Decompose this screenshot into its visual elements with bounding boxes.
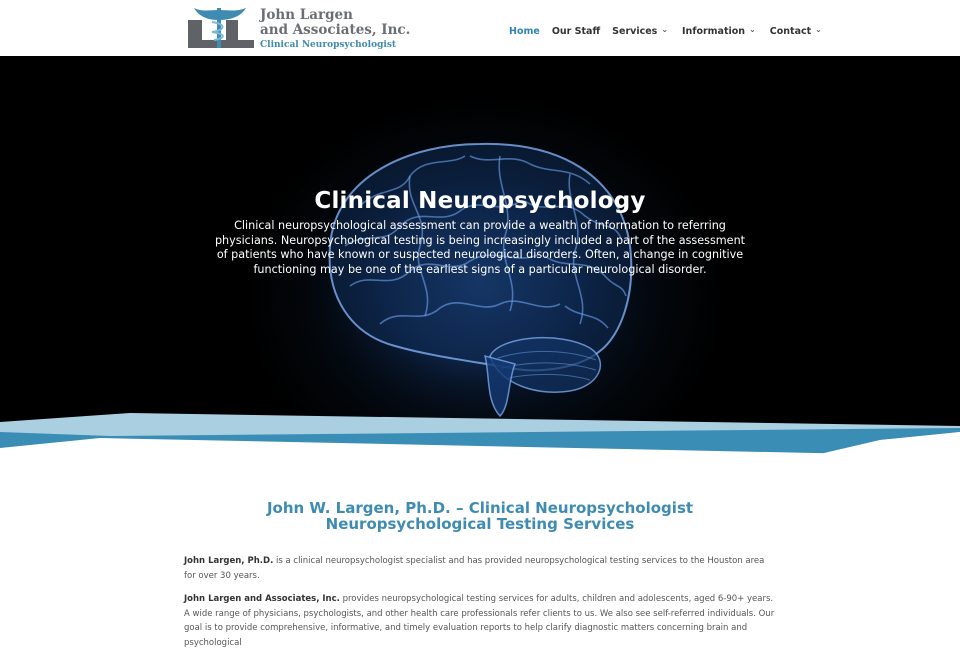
bold-company: John Largen and Associates, Inc. bbox=[184, 594, 340, 604]
wave-divider bbox=[0, 56, 960, 454]
chevron-down-icon: ⌄ bbox=[661, 25, 669, 34]
nav-label: Services bbox=[612, 25, 658, 37]
nav-label: Information bbox=[682, 25, 746, 37]
hero-title: Clinical Neuropsychology bbox=[314, 188, 646, 214]
main-nav bbox=[509, 24, 822, 38]
nav-item-information[interactable] bbox=[682, 24, 756, 38]
logo-tagline: Clinical Neuropsychologist bbox=[260, 40, 397, 50]
paragraph-text: provides neuropsychological testing services for adults, children and adolescents, aged 6-90+ years. A wide range of physicians, psychologists, and other health care professionals refer clients to us. We also see self-referred individuals. Our goal is to provide comprehensive, informative, and timely evaluation reports to help clarify diagnostic matters concerning brain and psychological bbox=[184, 594, 775, 648]
hero-description: Clinical neuropsychological assessment can provide a wealth of information to referring physicians. Neuropsychological testing is being increasingly included a part of the assessment of patients who have known or suspected neurological disorders. Often, a change in cognitive functioning may be one of the earliest signs of a particular neurological disorder. bbox=[214, 219, 746, 276]
chevron-down-icon: ⌄ bbox=[815, 25, 822, 34]
nav-item-home[interactable] bbox=[509, 24, 540, 38]
nav-label: Home bbox=[509, 25, 540, 37]
intro-paragraph bbox=[184, 554, 776, 583]
jl-monogram-caduceus-icon bbox=[188, 6, 256, 50]
paragraph-text: is a clinical neuropsychologist specialist and has provided neuropsychological testing services to the Houston area for over 30 years. bbox=[184, 556, 765, 581]
page-title bbox=[0, 500, 960, 532]
services-paragraph bbox=[184, 592, 776, 650]
site-logo[interactable] bbox=[188, 6, 411, 52]
heading-line-2: Neuropsychological Testing Services bbox=[325, 515, 635, 533]
nav-label: Contact bbox=[769, 25, 812, 37]
nav-item-our-staff[interactable] bbox=[552, 24, 600, 38]
nav-item-services[interactable] bbox=[612, 24, 668, 38]
logo-text bbox=[260, 8, 410, 51]
bold-name: John Largen, Ph.D. bbox=[184, 556, 274, 566]
logo-name: John Largen bbox=[260, 7, 353, 23]
heading-line-1: John W. Largen, Ph.D. – Clinical Neuropsychologist bbox=[266, 499, 694, 517]
logo-company: and Associates, Inc. bbox=[260, 22, 411, 38]
chevron-down-icon: ⌄ bbox=[749, 25, 756, 34]
nav-item-contact[interactable] bbox=[770, 24, 822, 38]
site-header bbox=[0, 0, 960, 56]
nav-label: Our Staff bbox=[551, 25, 601, 37]
